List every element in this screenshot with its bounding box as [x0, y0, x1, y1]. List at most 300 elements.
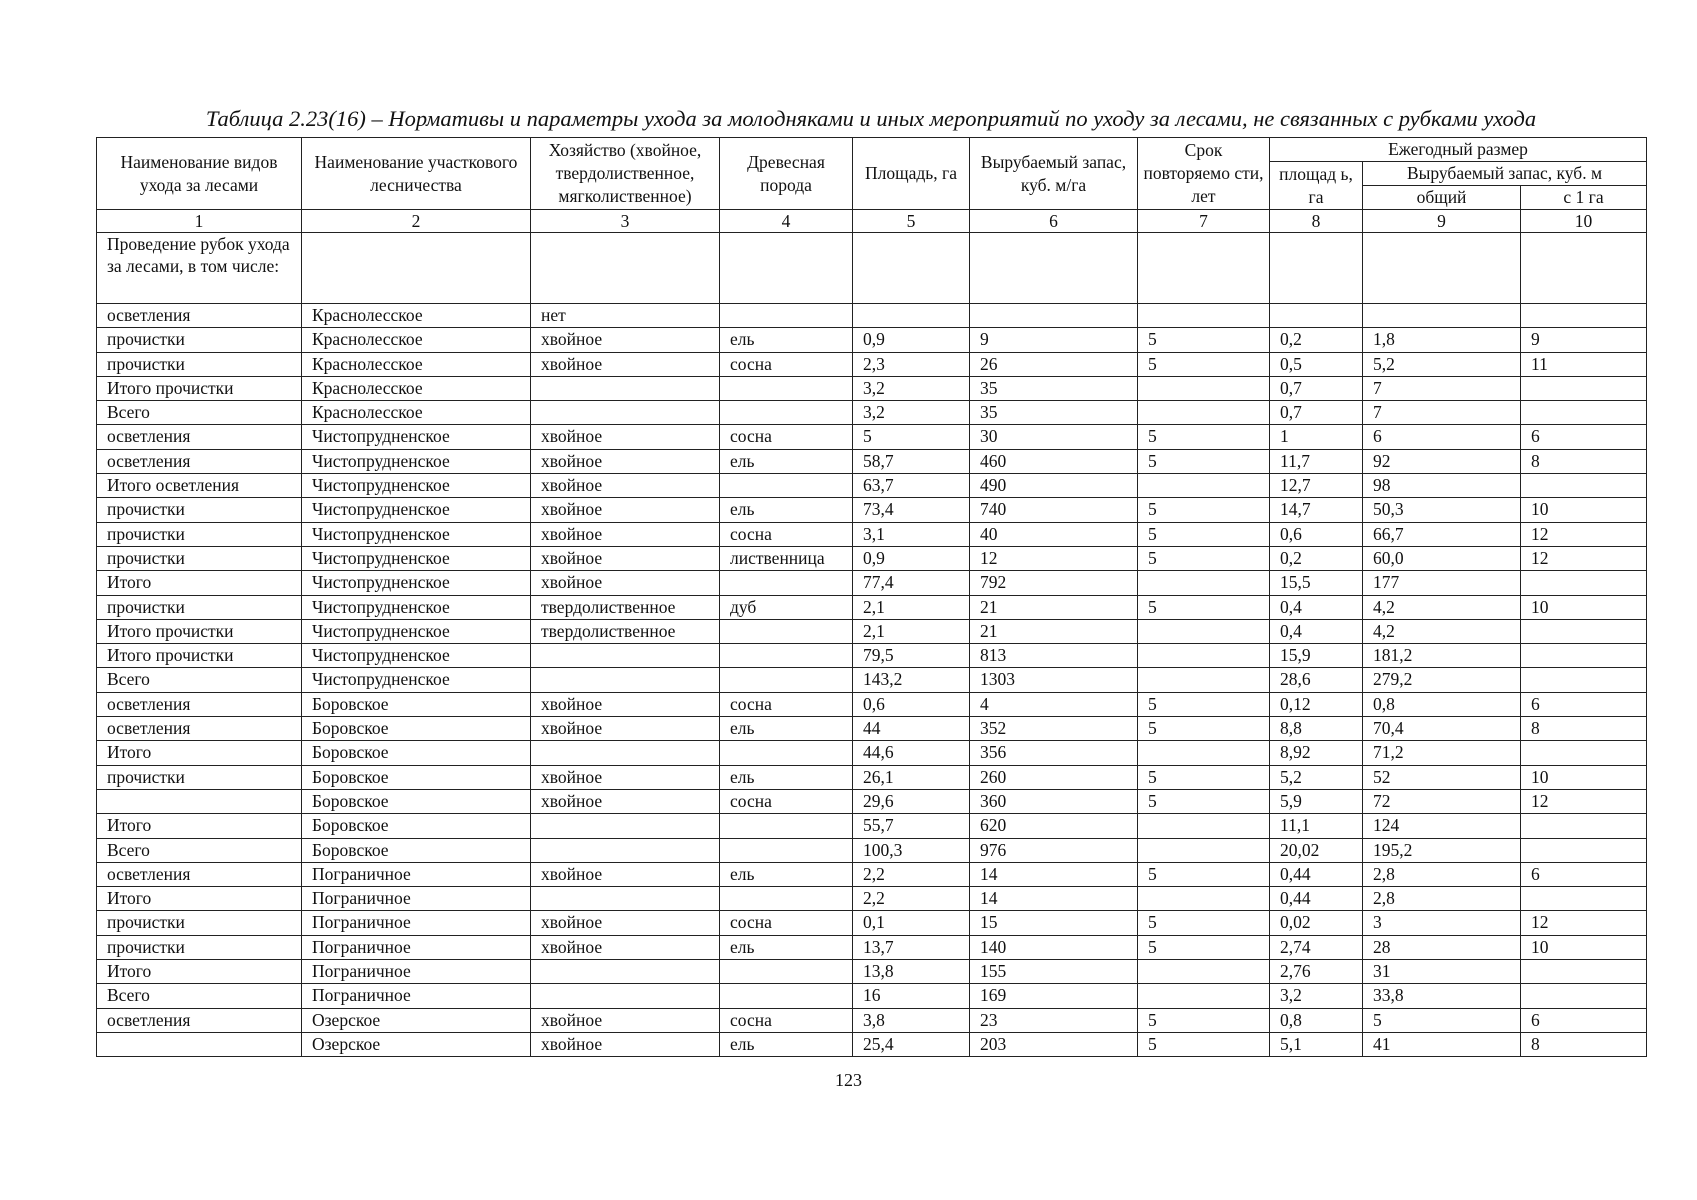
table-cell — [970, 233, 1138, 304]
table-row — [97, 571, 1647, 595]
table-cell: Чистопрудненское — [302, 595, 531, 619]
table-cell: 5 — [1138, 765, 1270, 789]
table-cell — [1138, 474, 1270, 498]
table-cell: 5,2 — [1270, 765, 1363, 789]
table-cell: Пограничное — [302, 984, 531, 1008]
table-row — [97, 668, 1647, 692]
table-cell — [1270, 304, 1363, 328]
table-cell: Озерское — [302, 1032, 531, 1056]
table-cell — [1521, 668, 1647, 692]
table-cell: Пограничное — [302, 862, 531, 886]
table-row — [97, 911, 1647, 935]
table-cell: 5 — [1138, 522, 1270, 546]
table-cell: 0,4 — [1270, 595, 1363, 619]
column-number-cell: 2 — [302, 210, 531, 233]
table-cell: 79,5 — [853, 644, 970, 668]
table-cell: Боровское — [302, 692, 531, 716]
table-cell: 5,1 — [1270, 1032, 1363, 1056]
table-cell — [720, 838, 853, 862]
table-cell — [531, 644, 720, 668]
table-cell: 3,8 — [853, 1008, 970, 1032]
table-cell: 77,4 — [853, 571, 970, 595]
table-cell: 5 — [1138, 692, 1270, 716]
table-cell: 2,74 — [1270, 935, 1363, 959]
table-cell: 15,5 — [1270, 571, 1363, 595]
table-cell: Итого — [97, 960, 302, 984]
table-cell: Всего — [97, 668, 302, 692]
table-cell: Чистопрудненское — [302, 546, 531, 570]
table-cell: Всего — [97, 401, 302, 425]
table-cell — [853, 233, 970, 304]
column-number-cell: 4 — [720, 210, 853, 233]
table-cell: 490 — [970, 474, 1138, 498]
table-cell: 1,8 — [1363, 328, 1521, 352]
table-cell: Чистопрудненское — [302, 644, 531, 668]
table-cell: Итого — [97, 887, 302, 911]
table-row — [97, 328, 1647, 352]
table-cell: Краснолесское — [302, 376, 531, 400]
table-cell — [1138, 741, 1270, 765]
table-cell: 12 — [1521, 911, 1647, 935]
table-cell: ель — [720, 1032, 853, 1056]
table-row — [97, 233, 1647, 304]
table-cell: 3 — [1363, 911, 1521, 935]
table-cell — [720, 571, 853, 595]
table-cell: 4,2 — [1363, 619, 1521, 643]
header-forest-care-type: Наименование видов ухода за лесами — [97, 138, 302, 210]
table-cell: 5 — [1138, 328, 1270, 352]
table-row — [97, 401, 1647, 425]
table-cell: 0,44 — [1270, 887, 1363, 911]
table-cell: 5 — [1138, 595, 1270, 619]
table-cell: 0,4 — [1270, 619, 1363, 643]
table-body — [97, 138, 1647, 1057]
table-cell: 356 — [970, 741, 1138, 765]
table-row — [97, 838, 1647, 862]
table-cell: 0,6 — [853, 692, 970, 716]
table-cell: 40 — [970, 522, 1138, 546]
table-cell: прочистки — [97, 765, 302, 789]
table-cell — [1138, 619, 1270, 643]
table-cell: 3,2 — [853, 376, 970, 400]
table-cell: Чистопрудненское — [302, 498, 531, 522]
table-cell: 5 — [1138, 1032, 1270, 1056]
table-cell — [302, 233, 531, 304]
table-row — [97, 595, 1647, 619]
table-cell — [720, 960, 853, 984]
table-cell: 29,6 — [853, 789, 970, 813]
table-cell: 9 — [1521, 328, 1647, 352]
table-cell — [1138, 644, 1270, 668]
header-annual-volume: Вырубаемый запас, куб. м — [1363, 162, 1647, 186]
table-cell: хвойное — [531, 328, 720, 352]
table-cell: 16 — [853, 984, 970, 1008]
table-cell: Чистопрудненское — [302, 425, 531, 449]
table-cell: 70,4 — [1363, 717, 1521, 741]
table-cell: ель — [720, 717, 853, 741]
table-cell: ель — [720, 862, 853, 886]
column-number-cell: 8 — [1270, 210, 1363, 233]
table-row — [97, 474, 1647, 498]
table-cell — [720, 984, 853, 1008]
table-cell: 6 — [1521, 1008, 1647, 1032]
table-cell: 50,3 — [1363, 498, 1521, 522]
column-number-cell: 10 — [1521, 210, 1647, 233]
table-cell: 35 — [970, 376, 1138, 400]
table-cell — [1521, 644, 1647, 668]
table-cell: 813 — [970, 644, 1138, 668]
table-cell: осветления — [97, 449, 302, 473]
table-row — [97, 522, 1647, 546]
table-cell: 0,5 — [1270, 352, 1363, 376]
table-cell: прочистки — [97, 328, 302, 352]
table-cell: осветления — [97, 304, 302, 328]
table-cell: 5 — [1138, 911, 1270, 935]
table-row — [97, 1008, 1647, 1032]
table-cell: 2,8 — [1363, 862, 1521, 886]
column-number-cell: 3 — [531, 210, 720, 233]
table-cell: хвойное — [531, 474, 720, 498]
table-cell: 15 — [970, 911, 1138, 935]
table-cell: Боровское — [302, 789, 531, 813]
table-cell: 0,9 — [853, 328, 970, 352]
table-cell: хвойное — [531, 498, 720, 522]
table-cell: Чистопрудненское — [302, 449, 531, 473]
table-cell: 1 — [1270, 425, 1363, 449]
table-cell: 195,2 — [1363, 838, 1521, 862]
page-number: 123 — [835, 1070, 862, 1090]
table-cell: хвойное — [531, 449, 720, 473]
table-cell: 5 — [1138, 789, 1270, 813]
table-cell: Итого — [97, 571, 302, 595]
table-cell: Краснолесское — [302, 328, 531, 352]
norms-table — [96, 137, 1647, 1057]
table-cell — [1138, 887, 1270, 911]
table-cell: хвойное — [531, 692, 720, 716]
table-cell — [531, 984, 720, 1008]
column-number-cell: 9 — [1363, 210, 1521, 233]
table-cell — [97, 789, 302, 813]
table-row — [97, 717, 1647, 741]
column-number-cell: 5 — [853, 210, 970, 233]
table-cell: 6 — [1363, 425, 1521, 449]
table-cell: 5 — [1138, 1008, 1270, 1032]
table-cell: Боровское — [302, 814, 531, 838]
table-cell: 6 — [1521, 692, 1647, 716]
table-caption: Таблица 2.23(16) – Нормативы и параметры ухода за молодняками и иных мероприятий по уходу за лесами, не связанных с рубками ухода — [205, 106, 1537, 131]
table-cell: 124 — [1363, 814, 1521, 838]
table-cell: 169 — [970, 984, 1138, 1008]
table-cell: 0,02 — [1270, 911, 1363, 935]
table-cell: 7 — [1363, 376, 1521, 400]
table-cell: твердолиственное — [531, 619, 720, 643]
table-cell: ель — [720, 449, 853, 473]
table-cell: 10 — [1521, 595, 1647, 619]
table-cell: 2,1 — [853, 595, 970, 619]
table-cell: осветления — [97, 425, 302, 449]
table-cell: сосна — [720, 522, 853, 546]
header-area: Площадь, га — [853, 138, 970, 210]
table-cell: 203 — [970, 1032, 1138, 1056]
table-cell: 21 — [970, 619, 1138, 643]
table-cell — [531, 376, 720, 400]
table-cell: 44 — [853, 717, 970, 741]
table-cell: 143,2 — [853, 668, 970, 692]
lead-row-label: Проведение рубок ухода за лесами, в том числе: — [97, 233, 302, 304]
table-cell: ель — [720, 935, 853, 959]
table-cell: 92 — [1363, 449, 1521, 473]
table-cell: 21 — [970, 595, 1138, 619]
table-cell: Чистопрудненское — [302, 668, 531, 692]
table-cell: 26,1 — [853, 765, 970, 789]
table-cell: 9 — [970, 328, 1138, 352]
table-cell: 4 — [970, 692, 1138, 716]
table-cell — [720, 233, 853, 304]
table-cell — [531, 838, 720, 862]
table-cell: 3,2 — [1270, 984, 1363, 1008]
table-cell — [1521, 814, 1647, 838]
table-cell: 460 — [970, 449, 1138, 473]
table-cell: 35 — [970, 401, 1138, 425]
table-cell: 52 — [1363, 765, 1521, 789]
table-cell: 100,3 — [853, 838, 970, 862]
table-cell: прочистки — [97, 498, 302, 522]
table-cell: Пограничное — [302, 911, 531, 935]
table-cell: Итого — [97, 741, 302, 765]
table-cell: ель — [720, 328, 853, 352]
table-cell: 33,8 — [1363, 984, 1521, 1008]
table-cell: Чистопрудненское — [302, 619, 531, 643]
table-cell: ель — [720, 765, 853, 789]
table-row — [97, 644, 1647, 668]
table-cell — [1138, 376, 1270, 400]
table-cell: Итого прочистки — [97, 376, 302, 400]
table-cell — [531, 814, 720, 838]
table-cell: 260 — [970, 765, 1138, 789]
table-cell: прочистки — [97, 935, 302, 959]
table-cell: 58,7 — [853, 449, 970, 473]
table-cell — [1521, 571, 1647, 595]
table-cell: 7 — [1363, 401, 1521, 425]
table-cell: Краснолесское — [302, 352, 531, 376]
table-cell: 10 — [1521, 935, 1647, 959]
table-cell: 0,7 — [1270, 401, 1363, 425]
table-cell: 23 — [970, 1008, 1138, 1032]
table-cell: 25,4 — [853, 1032, 970, 1056]
header-annual-size: Ежегодный размер — [1270, 138, 1647, 162]
table-cell: Итого осветления — [97, 474, 302, 498]
table-cell: 2,3 — [853, 352, 970, 376]
table-cell: 66,7 — [1363, 522, 1521, 546]
table-cell — [1138, 401, 1270, 425]
table-cell: Пограничное — [302, 935, 531, 959]
header-annual-area: площад ь, га — [1270, 162, 1363, 210]
table-cell — [970, 304, 1138, 328]
table-cell — [720, 376, 853, 400]
table-cell: 11,7 — [1270, 449, 1363, 473]
table-cell — [720, 741, 853, 765]
table-cell: Чистопрудненское — [302, 522, 531, 546]
table-cell: Чистопрудненское — [302, 474, 531, 498]
table-cell: 6 — [1521, 425, 1647, 449]
table-cell: хвойное — [531, 1032, 720, 1056]
table-cell — [1363, 233, 1521, 304]
table-row — [97, 1032, 1647, 1056]
table-cell: 2,76 — [1270, 960, 1363, 984]
table-row — [97, 935, 1647, 959]
table-cell: 5,2 — [1363, 352, 1521, 376]
table-cell: дуб — [720, 595, 853, 619]
table-cell: 0,2 — [1270, 546, 1363, 570]
table-cell: 98 — [1363, 474, 1521, 498]
table-row — [97, 862, 1647, 886]
table-cell — [1138, 814, 1270, 838]
table-cell — [1138, 984, 1270, 1008]
table-cell — [1138, 571, 1270, 595]
table-cell — [720, 668, 853, 692]
table-cell: Краснолесское — [302, 401, 531, 425]
table-cell: 3,1 — [853, 522, 970, 546]
table-row — [97, 765, 1647, 789]
table-cell: Боровское — [302, 741, 531, 765]
table-cell: 28 — [1363, 935, 1521, 959]
table-cell: Пограничное — [302, 887, 531, 911]
table-cell: 5 — [1138, 449, 1270, 473]
table-cell: 2,1 — [853, 619, 970, 643]
table-cell: 14,7 — [1270, 498, 1363, 522]
table-cell: 1303 — [970, 668, 1138, 692]
column-number-cell: 1 — [97, 210, 302, 233]
table-cell — [1521, 304, 1647, 328]
table-cell: хвойное — [531, 935, 720, 959]
table-cell: 360 — [970, 789, 1138, 813]
table-cell: 0,44 — [1270, 862, 1363, 886]
table-cell — [531, 741, 720, 765]
table-cell — [720, 814, 853, 838]
table-cell: 6 — [1521, 862, 1647, 886]
table-cell: хвойное — [531, 1008, 720, 1032]
table-cell: 2,2 — [853, 862, 970, 886]
table-cell: осветления — [97, 717, 302, 741]
table-cell: осветления — [97, 862, 302, 886]
table-cell: 0,2 — [1270, 328, 1363, 352]
table-cell — [531, 668, 720, 692]
table-cell: 13,8 — [853, 960, 970, 984]
table-cell — [1138, 668, 1270, 692]
table-cell — [1521, 376, 1647, 400]
table-row — [97, 425, 1647, 449]
table-cell: Всего — [97, 838, 302, 862]
table-cell — [1138, 960, 1270, 984]
table-cell: Пограничное — [302, 960, 531, 984]
table-cell: Боровское — [302, 838, 531, 862]
table-cell: Итого прочистки — [97, 644, 302, 668]
table-cell — [531, 233, 720, 304]
table-cell: хвойное — [531, 717, 720, 741]
table-cell: 140 — [970, 935, 1138, 959]
table-cell: 0,1 — [853, 911, 970, 935]
table-cell: 5 — [1363, 1008, 1521, 1032]
header-repeat-period: Срок повторяемо сти, лет — [1138, 138, 1270, 210]
table-cell: 41 — [1363, 1032, 1521, 1056]
table-cell: 28,6 — [1270, 668, 1363, 692]
table-cell — [531, 887, 720, 911]
table-cell — [531, 960, 720, 984]
table-row — [97, 814, 1647, 838]
table-cell: 11 — [1521, 352, 1647, 376]
table-cell: сосна — [720, 425, 853, 449]
table-cell: 5,9 — [1270, 789, 1363, 813]
table-cell: 181,2 — [1363, 644, 1521, 668]
table-cell: 8 — [1521, 1032, 1647, 1056]
table-cell: 14 — [970, 887, 1138, 911]
table-cell: 71,2 — [1363, 741, 1521, 765]
table-cell: 63,7 — [853, 474, 970, 498]
table-cell: 740 — [970, 498, 1138, 522]
table-row — [97, 449, 1647, 473]
table-cell: хвойное — [531, 862, 720, 886]
table-cell: Итого прочистки — [97, 619, 302, 643]
table-cell: 44,6 — [853, 741, 970, 765]
table-cell — [1521, 741, 1647, 765]
table-cell: 0,9 — [853, 546, 970, 570]
table-cell: Боровское — [302, 765, 531, 789]
header-annual-volume-total: общий — [1363, 186, 1521, 210]
table-cell: сосна — [720, 789, 853, 813]
table-cell: нет — [531, 304, 720, 328]
table-cell — [1138, 304, 1270, 328]
table-cell: 4,2 — [1363, 595, 1521, 619]
table-cell: 2,8 — [1363, 887, 1521, 911]
table-cell: 620 — [970, 814, 1138, 838]
table-cell — [1521, 960, 1647, 984]
header-district-forestry: Наименование участкового лесничества — [302, 138, 531, 210]
table-cell — [1270, 233, 1363, 304]
table-cell: твердолиственное — [531, 595, 720, 619]
table-cell: Всего — [97, 984, 302, 1008]
column-number-cell: 6 — [970, 210, 1138, 233]
table-row — [97, 692, 1647, 716]
table-cell: 155 — [970, 960, 1138, 984]
table-cell: 177 — [1363, 571, 1521, 595]
table-cell: 12,7 — [1270, 474, 1363, 498]
table-cell: 5 — [1138, 352, 1270, 376]
table-row — [97, 546, 1647, 570]
table-row — [97, 789, 1647, 813]
table-cell — [531, 401, 720, 425]
table-cell: сосна — [720, 911, 853, 935]
table-cell — [1521, 984, 1647, 1008]
table-cell: прочистки — [97, 522, 302, 546]
table-cell: прочистки — [97, 352, 302, 376]
table-cell: 15,9 — [1270, 644, 1363, 668]
table-cell: 12 — [1521, 522, 1647, 546]
table-cell: Краснолесское — [302, 304, 531, 328]
header-farm-type: Хозяйство (хвойное, твердолиственное, мягколиственное) — [531, 138, 720, 210]
table-cell: 10 — [1521, 498, 1647, 522]
table-cell: 2,2 — [853, 887, 970, 911]
table-cell: 31 — [1363, 960, 1521, 984]
header-felled-volume: Вырубаемый запас, куб. м/га — [970, 138, 1138, 210]
table-cell — [1138, 838, 1270, 862]
table-cell: хвойное — [531, 789, 720, 813]
table-cell — [1521, 619, 1647, 643]
table-cell: хвойное — [531, 911, 720, 935]
table-cell: 0,6 — [1270, 522, 1363, 546]
table-cell: хвойное — [531, 522, 720, 546]
table-cell: 5 — [1138, 425, 1270, 449]
table-cell: 3,2 — [853, 401, 970, 425]
